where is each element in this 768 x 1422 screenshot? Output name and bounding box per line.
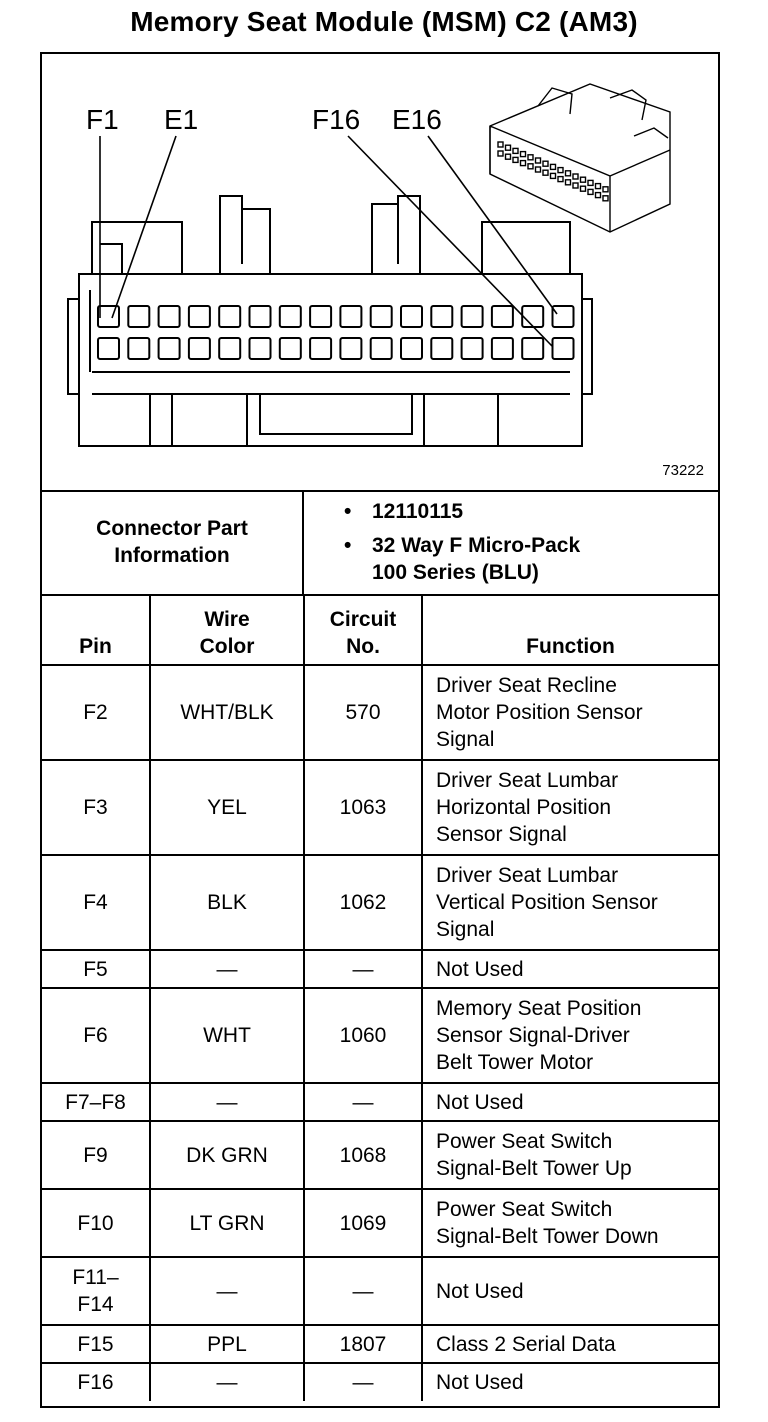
pin-cavity xyxy=(401,306,422,327)
page-title: Memory Seat Module (MSM) C2 (AM3) xyxy=(130,6,638,37)
pin-cell-text: F4 xyxy=(83,891,108,914)
figure-number: 73222 xyxy=(662,462,704,479)
iso-pin-cavity xyxy=(581,186,586,191)
pinout-table xyxy=(42,594,718,1401)
function-cell-text: Signal-Belt Tower Up xyxy=(436,1157,632,1180)
wire-color-cell-text: LT GRN xyxy=(189,1211,265,1235)
circuit-cell-text: — xyxy=(352,1090,374,1114)
pin-cavity xyxy=(189,338,210,359)
table-row xyxy=(42,665,718,760)
table-row xyxy=(42,950,718,988)
pin-cavity xyxy=(310,338,331,359)
iso-pin-cavity xyxy=(581,177,586,182)
pin-cavity xyxy=(371,338,392,359)
iso-connector-latches xyxy=(538,88,668,138)
function-cell xyxy=(422,1121,718,1189)
iso-pin-cavity xyxy=(543,170,548,175)
circuit-cell xyxy=(304,760,422,855)
pin-cavity xyxy=(250,306,271,327)
pin-cavity xyxy=(128,338,149,359)
wire-color-cell-text: WHT/BLK xyxy=(180,701,274,724)
wire-color-cell xyxy=(150,1325,304,1363)
pin-cavity xyxy=(250,338,271,359)
header-function: Function xyxy=(422,594,718,665)
function-cell-text: Belt Tower Motor xyxy=(436,1051,594,1074)
pin-cavity xyxy=(280,306,301,327)
function-cell-text: Not Used xyxy=(436,1371,524,1394)
pin-cell-text: F14 xyxy=(77,1293,114,1316)
wire-color-cell xyxy=(150,1189,304,1257)
pin-cell-text: F2 xyxy=(83,701,108,724)
circuit-cell xyxy=(304,1325,422,1363)
pin-cavity xyxy=(340,338,361,359)
part-info-label xyxy=(42,490,304,594)
pin-cell-text: F5 xyxy=(83,957,108,981)
function-cell xyxy=(422,760,718,855)
circuit-cell xyxy=(304,1121,422,1189)
pin-cavity xyxy=(522,338,543,359)
iso-pin-cavity xyxy=(521,161,526,166)
circuit-cell xyxy=(304,950,422,988)
iso-pin-cavity xyxy=(536,158,541,163)
iso-pin-cavity xyxy=(603,187,608,192)
function-cell xyxy=(422,1363,718,1401)
connector-side-tab xyxy=(68,299,79,394)
iso-pin-cavity xyxy=(588,189,593,194)
iso-pin-cavity xyxy=(506,154,511,159)
pin-cavity xyxy=(340,306,361,327)
circuit-cell-text: 1063 xyxy=(339,796,387,819)
label-f1: F1 xyxy=(86,104,119,135)
wire-color-cell-text: PPL xyxy=(207,1332,247,1356)
connector-latch-detail xyxy=(242,204,398,264)
label-e1: E1 xyxy=(164,104,199,135)
iso-pin-cavity xyxy=(603,196,608,201)
pin-cavity xyxy=(431,338,452,359)
table-row xyxy=(42,855,718,950)
pin-cell xyxy=(42,1325,150,1363)
connector-diagram xyxy=(42,54,718,492)
pin-cell xyxy=(42,1083,150,1121)
pin-cavity xyxy=(492,338,513,359)
pin-cell-text: F10 xyxy=(77,1211,114,1235)
connector-notch-left xyxy=(100,244,122,274)
pin-cavity xyxy=(553,338,574,359)
pin-cavity xyxy=(159,338,180,359)
function-cell-text: Vertical Position Sensor xyxy=(436,891,658,914)
wire-color-cell xyxy=(150,665,304,760)
pin-cell-text: F7–F8 xyxy=(65,1090,126,1114)
pin-cell xyxy=(42,1121,150,1189)
wire-color-cell xyxy=(150,988,304,1083)
connector-description-line2: 100 Series (BLU) xyxy=(372,561,539,584)
circuit-cell xyxy=(304,1257,422,1325)
function-cell-text: Not Used xyxy=(436,1279,524,1303)
header-pin: Pin xyxy=(42,594,150,665)
iso-pin-cavity xyxy=(498,151,503,156)
bullet-dot: • xyxy=(344,500,352,523)
part-info-label-line1: Connector Part xyxy=(96,517,248,540)
table-row xyxy=(42,1257,718,1325)
bullet-dot: • xyxy=(344,534,352,557)
pin-cavity xyxy=(522,306,543,327)
wire-color-cell xyxy=(150,1121,304,1189)
connector-skirt-lines xyxy=(92,372,570,394)
function-cell-text: Not Used xyxy=(436,957,524,981)
pin-cavity xyxy=(280,338,301,359)
circuit-cell xyxy=(304,665,422,760)
function-cell-text: Driver Seat Lumbar xyxy=(436,769,619,792)
pin-cell xyxy=(42,1363,150,1401)
function-cell-text: Class 2 Serial Data xyxy=(436,1332,616,1356)
iso-pin-cavity xyxy=(513,148,518,153)
function-cell-text: Not Used xyxy=(436,1090,524,1114)
table-row xyxy=(42,1189,718,1257)
wire-color-cell-text: WHT xyxy=(203,1024,251,1047)
iso-pin-cavity xyxy=(506,145,511,150)
wire-color-cell-text: — xyxy=(216,1279,238,1303)
iso-pin-cavity xyxy=(566,171,571,176)
pinout-rows xyxy=(42,665,718,1401)
circuit-cell-text: 1062 xyxy=(339,891,387,914)
pin-cell xyxy=(42,760,150,855)
circuit-cell-text: 1069 xyxy=(339,1211,387,1235)
pin-cavity xyxy=(219,306,240,327)
pin-cell xyxy=(42,665,150,760)
wire-color-cell xyxy=(150,760,304,855)
wire-color-cell-text: YEL xyxy=(207,796,247,819)
function-cell-text: Motor Position Sensor xyxy=(436,701,643,724)
wire-color-cell-text: BLK xyxy=(207,891,247,914)
circuit-cell xyxy=(304,1363,422,1401)
iso-pin-cavity xyxy=(543,161,548,166)
function-cell xyxy=(422,1325,718,1363)
iso-pin-cavity xyxy=(551,164,556,169)
pin-cell-text: F9 xyxy=(83,1143,108,1167)
label-f16: F16 xyxy=(312,104,361,135)
pin-cell xyxy=(42,1257,150,1325)
part-info-list xyxy=(304,490,718,594)
table-row xyxy=(42,1325,718,1363)
header-wire-color: Wire Color xyxy=(150,594,304,665)
pin-cell xyxy=(42,1189,150,1257)
pinout-frame xyxy=(40,52,720,1408)
function-cell-text: Power Seat Switch xyxy=(436,1130,613,1153)
function-cell xyxy=(422,1083,718,1121)
wire-color-cell xyxy=(150,950,304,988)
circuit-cell-text: — xyxy=(352,1371,374,1394)
circuit-cell xyxy=(304,1083,422,1121)
iso-pin-cavity xyxy=(536,167,541,172)
header-circuit-no: Circuit No. xyxy=(304,594,422,665)
circuit-cell-text: — xyxy=(352,1279,374,1303)
pin-cavity xyxy=(219,338,240,359)
leader-e1 xyxy=(112,136,176,318)
wire-color-cell-text: — xyxy=(216,1371,238,1394)
pin-cell-text: F16 xyxy=(77,1371,114,1394)
pin-cavity xyxy=(371,306,392,327)
connector-part-information xyxy=(42,490,718,596)
connector-side-tab-right xyxy=(582,299,592,394)
pin-cavity xyxy=(189,306,210,327)
iso-pin-cavity xyxy=(521,152,526,157)
function-cell xyxy=(422,988,718,1083)
function-cell-text: Signal xyxy=(436,918,495,941)
function-cell-text: Driver Seat Recline xyxy=(436,674,617,697)
circuit-cell xyxy=(304,1189,422,1257)
part-number: 12110115 xyxy=(372,500,464,523)
table-row xyxy=(42,1083,718,1121)
function-cell-text: Signal-Belt Tower Down xyxy=(436,1225,659,1248)
iso-pin-cavity xyxy=(588,180,593,185)
wire-color-cell-text: — xyxy=(216,1090,238,1114)
iso-pin-cavity xyxy=(528,164,533,169)
connector-latch-left xyxy=(220,196,270,274)
function-cell-text: Driver Seat Lumbar xyxy=(436,864,619,887)
pin-cavity xyxy=(431,306,452,327)
wire-color-cell xyxy=(150,1257,304,1325)
iso-pin-cavity xyxy=(573,183,578,188)
circuit-cell xyxy=(304,988,422,1083)
iso-pin-cavity xyxy=(558,177,563,182)
pin-cavity xyxy=(462,306,483,327)
iso-pin-cavity xyxy=(551,173,556,178)
pin-cavity xyxy=(159,306,180,327)
function-cell xyxy=(422,665,718,760)
connector-face-drawing xyxy=(42,54,718,490)
pin-cell-text: F15 xyxy=(77,1332,114,1356)
circuit-cell-text: 1060 xyxy=(339,1024,387,1047)
function-cell-text: Sensor Signal xyxy=(436,823,567,846)
label-e16: E16 xyxy=(392,104,442,135)
pin-cell-text: F6 xyxy=(83,1024,108,1047)
part-info-label-line2: Information xyxy=(114,544,230,567)
table-row xyxy=(42,988,718,1083)
pin-cell-text: F11– xyxy=(72,1266,119,1289)
table-row xyxy=(42,760,718,855)
iso-pin-cavity xyxy=(573,174,578,179)
pin-cavity xyxy=(462,338,483,359)
iso-pin-cavity xyxy=(513,157,518,162)
function-cell-text: Signal xyxy=(436,728,495,751)
table-header-row xyxy=(42,594,718,665)
iso-pin-cavity xyxy=(528,155,533,160)
pin-cavity xyxy=(492,306,513,327)
iso-pin-cavity xyxy=(596,193,601,198)
table-row xyxy=(42,1121,718,1189)
function-cell-text: Memory Seat Position xyxy=(436,997,642,1020)
circuit-cell xyxy=(304,855,422,950)
pin-cavity xyxy=(128,306,149,327)
connector-latch-right xyxy=(372,196,420,274)
function-cell xyxy=(422,1257,718,1325)
connector-description-line1: 32 Way F Micro-Pack xyxy=(372,534,581,557)
iso-pin-cavity xyxy=(498,142,503,147)
wire-color-cell-text: — xyxy=(216,957,238,981)
circuit-cell-text: 1068 xyxy=(339,1143,387,1167)
iso-pin-cavity xyxy=(596,184,601,189)
function-cell-text: Power Seat Switch xyxy=(436,1198,613,1221)
iso-pin-cavity xyxy=(566,180,571,185)
wire-color-cell-text: DK GRN xyxy=(186,1143,268,1167)
wire-color-cell xyxy=(150,1363,304,1401)
wire-color-cell xyxy=(150,1083,304,1121)
pin-cavity xyxy=(310,306,331,327)
function-cell xyxy=(422,1189,718,1257)
pin-cell xyxy=(42,855,150,950)
connector-keyways xyxy=(150,394,498,446)
table-row xyxy=(42,1363,718,1401)
function-cell-text: Horizontal Position xyxy=(436,796,612,819)
function-cell-text: Sensor Signal-Driver xyxy=(436,1024,630,1047)
pin-cell xyxy=(42,950,150,988)
wire-color-cell xyxy=(150,855,304,950)
circuit-cell-text: — xyxy=(352,957,374,981)
pin-cell xyxy=(42,988,150,1083)
iso-pin-cavity xyxy=(558,168,563,173)
pin-cavity xyxy=(401,338,422,359)
circuit-cell-text: 1807 xyxy=(339,1332,387,1356)
function-cell xyxy=(422,855,718,950)
circuit-cell-text: 570 xyxy=(345,701,381,724)
pin-cavity xyxy=(98,338,119,359)
pin-cell-text: F3 xyxy=(83,796,108,819)
function-cell xyxy=(422,950,718,988)
pin-cavity xyxy=(553,306,574,327)
